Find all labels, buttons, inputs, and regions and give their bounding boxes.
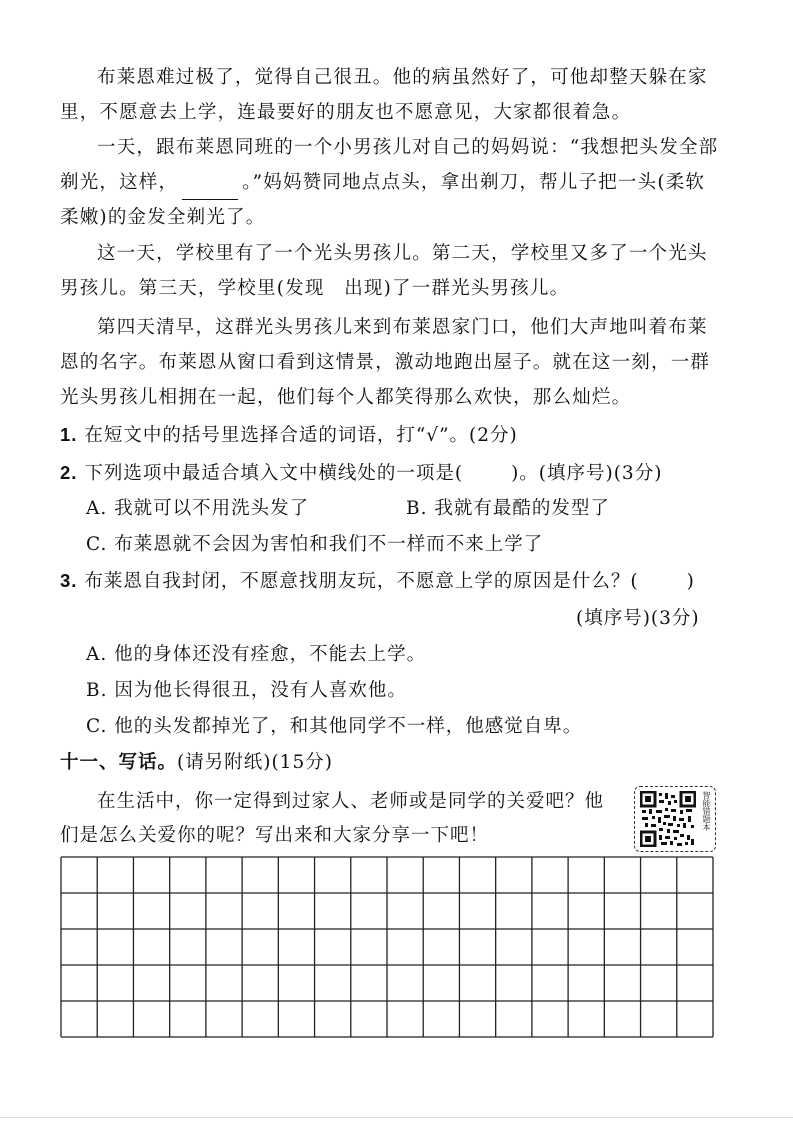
section-11-prompt-line-2: 们是怎么关爱你的呢？写出来和大家分享一下吧！ [60,825,490,846]
passage-paragraph-4: 第四天清早，这群光头男孩儿来到布莱恩家门口，他们大声地叫着布莱恩的名字。布莱恩从窗口看到这情景，激动地跑出屋子。就在这一刻，一群光头男孩儿相拥在一起，他们每个人都笑得那么欢快，那么灿烂。 [60,317,711,408]
question-3-text-after: ) [686,571,695,592]
question-2-option-c: C. 布莱恩就不会因为害怕和我们不一样而不来上学了 [86,534,544,555]
question-2-number: 2. [60,462,78,483]
question-3-option-c: C. 他的头发都掉光了，和其他同学不一样，他感觉自卑。 [86,716,583,737]
paragraph-2-text-after: 。”妈妈赞同地点点头，拿出剃刀，帮儿子把一头(柔软 柔嫩)的金发全剃光了。 [60,172,725,228]
qr-code-icon [640,791,696,847]
paragraph-2-text-before: 一天，跟布莱恩同班的一个小男孩儿对自己的妈妈说：“我想把头发全部剃光，这样， [60,137,719,193]
fill-in-blank-line[interactable] [182,179,238,200]
question-2-option-a: A. 我就可以不用洗头发了 [86,498,310,519]
question-3-text-before: 布莱恩自我封闭，不愿意找朋友玩，不愿意上学的原因是什么？( [84,571,639,592]
section-11-heading [60,748,333,778]
passage-paragraph-2 [60,130,725,235]
writing-grid[interactable] [60,856,714,1038]
question-1 [60,420,518,451]
page-bottom-divider [0,1117,793,1118]
question-3-option-a: A. 他的身体还没有痊愈，不能去上学。 [86,644,427,665]
question-2 [60,458,662,489]
question-3-number: 3. [60,570,78,591]
qr-code-label: 智能错题本 [702,791,711,831]
section-11-title: 十一、写话。 [60,752,178,773]
question-3-note: (填序号)(3分) [576,608,700,629]
passage-paragraph-1: 布莱恩难过极了，觉得自己很丑。他的病虽然好了，可他却整天躲在家里，不愿意去上学，连最要好的朋友也不愿意见，大家都很着急。 [60,67,708,123]
question-2-text-after: )。(填序号)(3分) [511,463,663,484]
question-3 [60,566,695,597]
question-1-number: 1. [60,424,78,445]
section-11-prompt-line-1: 在生活中，你一定得到过家人、老师或是同学的关爱吧？他 [97,791,605,812]
question-1-text: 在短文中的括号里选择合适的词语，打“√”。(2分) [84,425,518,446]
question-2-option-b: B. 我就有最酷的发型了 [406,498,610,519]
section-11-note: (请另附纸)(15分) [177,752,333,773]
question-3-option-b: B. 因为他长得很丑，没有人喜欢他。 [86,680,407,701]
qr-code-box[interactable] [634,786,716,852]
question-2-text-before: 下列选项中最适合填入文中横线处的一项是( [84,463,464,484]
passage-paragraph-3: 这一天，学校里有了一个光头男孩儿。第二天，学校里又多了一个光头男孩儿。第三天，学校里(发现 出现)了一群光头男孩儿。 [60,243,708,299]
